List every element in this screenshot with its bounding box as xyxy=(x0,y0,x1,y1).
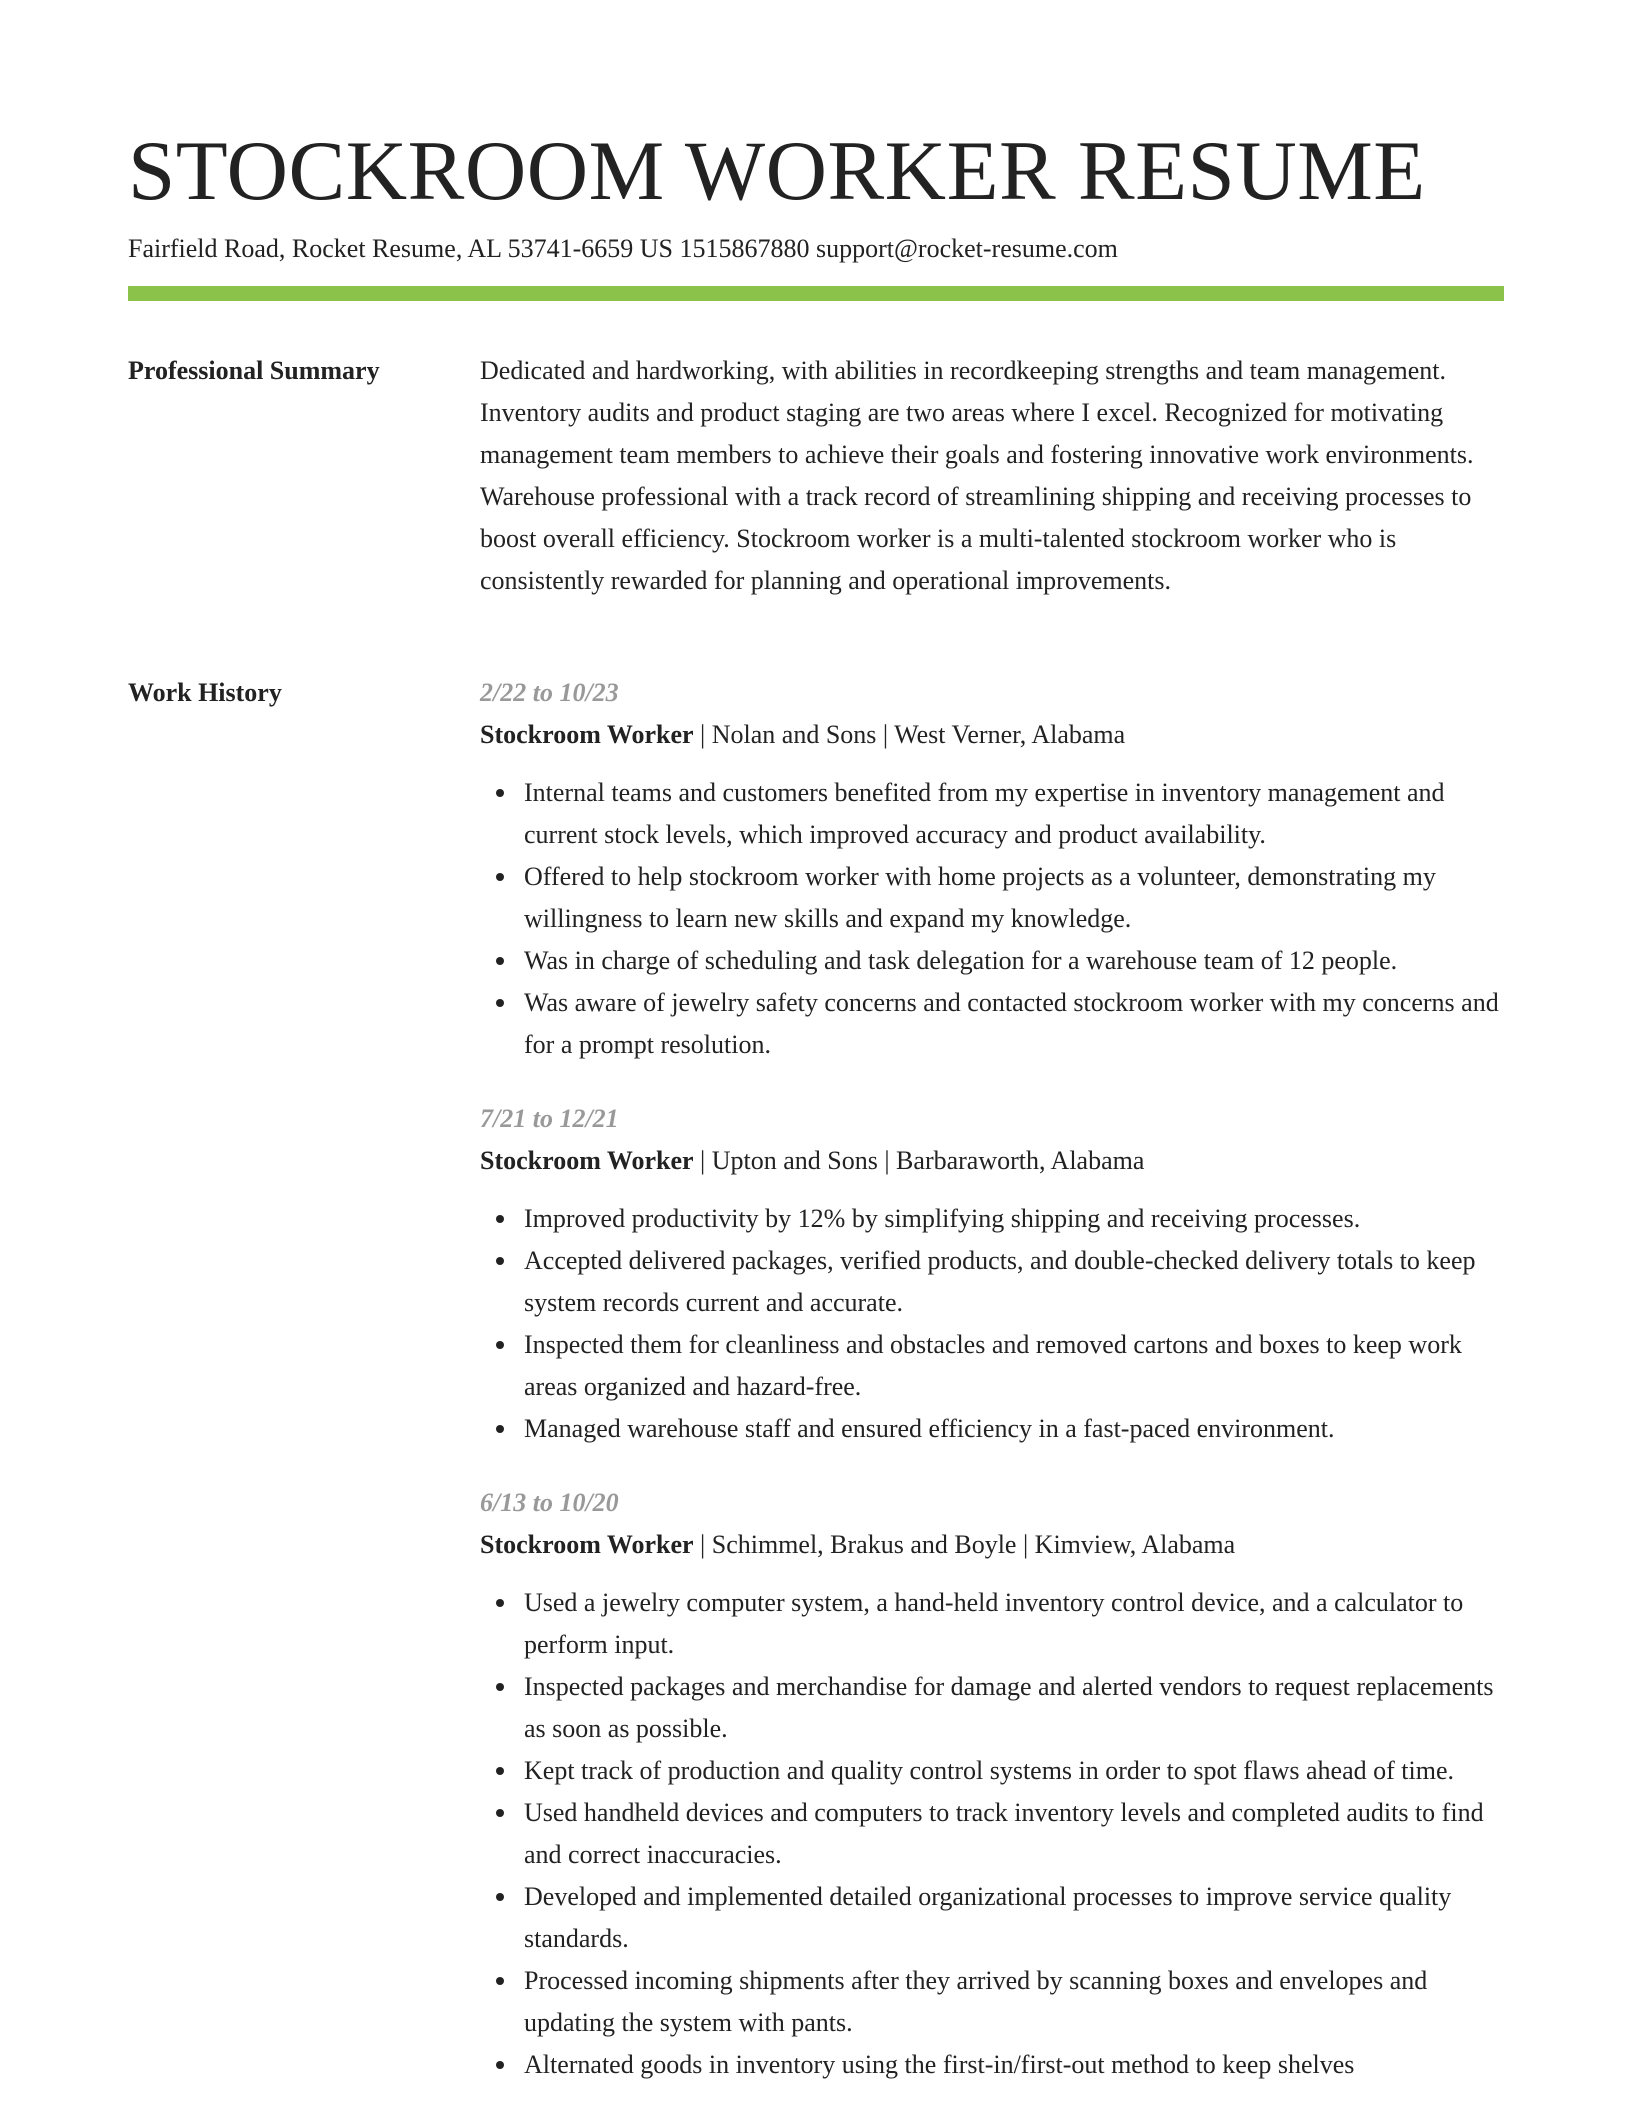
job-bullet-list xyxy=(480,772,1504,1066)
job-bullet: Improved productivity by 12% by simplifying shipping and receiving processes. xyxy=(524,1198,1504,1240)
job-bullet: Developed and implemented detailed organizational processes to improve service quality standards. xyxy=(524,1876,1504,1960)
job-title: Stockroom Worker xyxy=(480,1530,694,1559)
job-details: | Schimmel, Brakus and Boyle | Kimview, Alabama xyxy=(693,1530,1236,1559)
job-bullet: Inspected packages and merchandise for damage and alerted vendors to request replacements as soon as possible. xyxy=(524,1666,1504,1750)
job-bullet: Internal teams and customers benefited from my expertise in inventory management and current stock levels, which improved accuracy and product availability. xyxy=(524,772,1504,856)
job-bullet: Inspected them for cleanliness and obstacles and removed cartons and boxes to keep work areas organized and hazard-free. xyxy=(524,1324,1504,1408)
job-bullet-list xyxy=(480,1198,1504,1450)
job-bullet: Accepted delivered packages, verified products, and double-checked delivery totals to keep system records current and accurate. xyxy=(524,1240,1504,1324)
job-bullet: Offered to help stockroom worker with home projects as a volunteer, demonstrating my willingness to learn new skills and expand my knowledge. xyxy=(524,856,1504,940)
job-entry xyxy=(480,1482,1504,2086)
job-bullet: Was in charge of scheduling and task delegation for a warehouse team of 12 people. xyxy=(524,940,1504,982)
job-bullet: Was aware of jewelry safety concerns and contacted stockroom worker with my concerns and for a prompt resolution. xyxy=(524,982,1504,1066)
job-bullet: Kept track of production and quality control systems in order to spot flaws ahead of time. xyxy=(524,1750,1504,1792)
job-dates: 7/21 to 12/21 xyxy=(480,1104,619,1133)
job-bullet: Used handheld devices and computers to track inventory levels and completed audits to find and correct inaccuracies. xyxy=(524,1792,1504,1876)
job-details: | Nolan and Sons | West Verner, Alabama xyxy=(693,720,1126,749)
job-title: Stockroom Worker xyxy=(480,1146,694,1175)
section-label-professional-summary: Professional Summary xyxy=(128,356,380,385)
job-dates: 6/13 to 10/20 xyxy=(480,1488,619,1517)
contact-line: Fairfield Road, Rocket Resume, AL 53741-6659 US 1515867880 support@rocket-resume.com xyxy=(128,234,1118,263)
job-bullet-list xyxy=(480,1582,1504,2086)
job-entry xyxy=(480,1098,1504,1450)
job-bullet: Processed incoming shipments after they arrived by scanning boxes and envelopes and updating the system with pants. xyxy=(524,1960,1504,2044)
resume-title: STOCKROOM WORKER RESUME xyxy=(128,124,1426,218)
job-dates: 2/22 to 10/23 xyxy=(480,678,619,707)
job-title-line xyxy=(480,1524,1504,1566)
work-history-body xyxy=(480,672,1504,2118)
job-title-line xyxy=(480,714,1504,756)
job-bullet: Managed warehouse staff and ensured efficiency in a fast-paced environment. xyxy=(524,1408,1504,1450)
job-details: | Upton and Sons | Barbaraworth, Alabama xyxy=(693,1146,1145,1175)
accent-divider xyxy=(128,286,1504,301)
job-title: Stockroom Worker xyxy=(480,720,694,749)
summary-text: Dedicated and hardworking, with abilities in recordkeeping strengths and team management. Inventory audits and product staging are two areas where I excel. Recognized for motivating management team members to achieve their goals and fostering innovative work environments. Warehouse professional with a track record of streamlining shipping and receiving processes to boost overall efficiency. Stockroom worker is a multi-talented stockroom worker who is consistently rewarded for planning and operational improvements. xyxy=(480,356,1474,595)
summary-body xyxy=(480,350,1504,602)
job-bullet: Alternated goods in inventory using the first-in/first-out method to keep shelves xyxy=(524,2044,1504,2086)
job-bullet: Used a jewelry computer system, a hand-held inventory control device, and a calculator to perform input. xyxy=(524,1582,1504,1666)
section-label-work-history: Work History xyxy=(128,678,282,707)
job-entry xyxy=(480,672,1504,1066)
job-title-line xyxy=(480,1140,1504,1182)
